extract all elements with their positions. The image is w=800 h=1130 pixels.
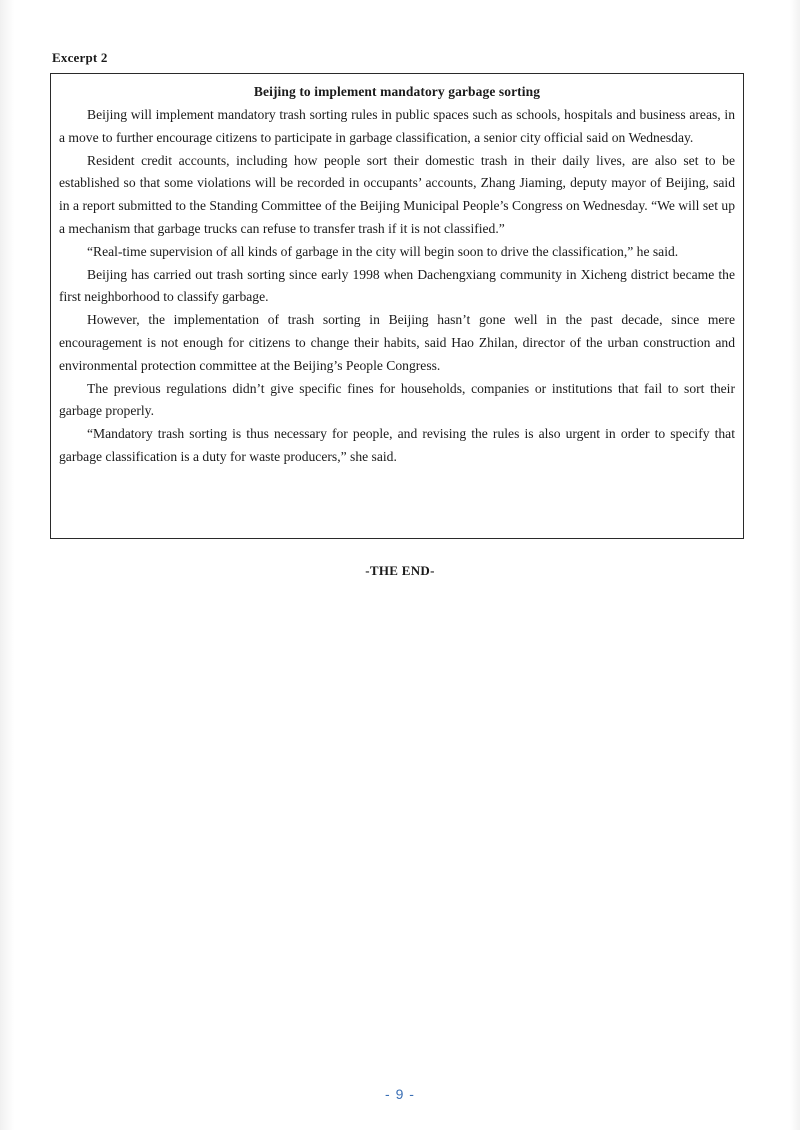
- article-box: [50, 73, 744, 539]
- article-body: [59, 104, 735, 469]
- article-paragraph: Resident credit accounts, including how people sort their domestic trash in their daily lives, are also set to be established so that some violations will be recorded in occupants’ accounts, Zhang Jiaming, deputy mayor of Beijing, said in a report submitted to the Standing Committee of the Beijing Municipal People’s Congress on Wednesday. “We will set up a mechanism that garbage trucks can refuse to transfer trash if it is not classified.”: [59, 152, 735, 236]
- article-paragraph: Beijing has carried out trash sorting since early 1998 when Dachengxiang community in Xicheng district became the first neighborhood to classify garbage.: [59, 266, 735, 305]
- article-title: Beijing to implement mandatory garbage sorting: [253, 84, 541, 99]
- page-number: - 9 -: [385, 1086, 415, 1102]
- article-paragraph: “Mandatory trash sorting is thus necessary for people, and revising the rules is also urgent in order to specify that garbage classification is a duty for waste producers,” she said.: [59, 426, 735, 464]
- excerpt-label: Excerpt 2: [52, 50, 108, 65]
- article-paragraph: The previous regulations didn’t give specific fines for households, companies or institutions that fail to sort their garbage properly.: [59, 380, 735, 419]
- article-paragraph: Beijing will implement mandatory trash sorting rules in public spaces such as schools, hospitals and business areas, in a move to further encourage citizens to participate in garbage classification, a senior city official said on Wednesday.: [59, 107, 735, 145]
- end-marker: -THE END-: [365, 563, 435, 578]
- article-paragraph: “Real-time supervision of all kinds of garbage in the city will begin soon to drive the classification,” he said.: [87, 243, 679, 259]
- article-paragraph: However, the implementation of trash sorting in Beijing hasn’t gone well in the past decade, since mere encouragement is not enough for citizens to change their habits, said Hao Zhilan, director of the urban construction and environmental protection committee at the Beijing’s People Congress.: [59, 312, 735, 373]
